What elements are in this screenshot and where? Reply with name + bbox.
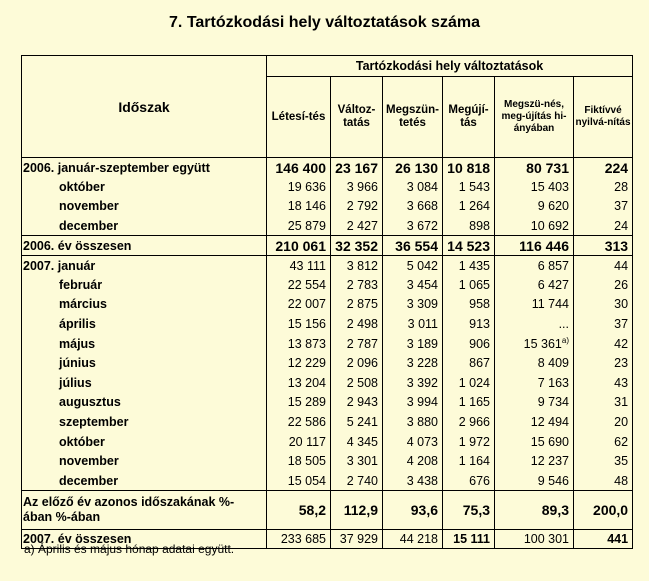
cell-value: 23 167	[331, 158, 383, 178]
period-header: Időszak	[22, 56, 267, 158]
table-row	[22, 255, 633, 275]
cell-value: 3 084	[383, 177, 443, 197]
cell-value: 5 241	[331, 412, 383, 432]
table-row	[22, 216, 633, 236]
row-label: 2006. év összesen	[22, 236, 267, 256]
cell-value: 15 156	[267, 314, 331, 334]
cell-value: 1 165	[443, 393, 495, 413]
cell-value: 898	[443, 216, 495, 236]
cell-value: 3 011	[383, 314, 443, 334]
row-label: augusztus	[22, 393, 267, 413]
cell-value: 2 508	[331, 373, 383, 393]
cell-value: 8 409	[495, 353, 574, 373]
table-row	[22, 295, 633, 315]
cell-value: 2 792	[331, 197, 383, 217]
row-label: március	[22, 295, 267, 315]
table-row	[22, 158, 633, 178]
cell-value: 1 024	[443, 373, 495, 393]
cell-value: 18 146	[267, 197, 331, 217]
cell-value: 867	[443, 353, 495, 373]
cell-value: 5 042	[383, 255, 443, 275]
cell-value: 4 345	[331, 432, 383, 452]
table-row	[22, 432, 633, 452]
cell-value: 3 392	[383, 373, 443, 393]
cell-value: 224	[574, 158, 633, 178]
cell-value: 1 065	[443, 275, 495, 295]
cell-value: 1 972	[443, 432, 495, 452]
row-label: 2006. január-szeptember együtt	[22, 158, 267, 178]
cell-value: 19 636	[267, 177, 331, 197]
cell-value: 80 731	[495, 158, 574, 178]
cell-value: 2 740	[331, 471, 383, 491]
cell-value: 48	[574, 471, 633, 491]
cell-value: 3 880	[383, 412, 443, 432]
cell-value: 441	[574, 530, 633, 549]
cell-value: 12 494	[495, 412, 574, 432]
cell-value: 2 783	[331, 275, 383, 295]
cell-value: 3 966	[331, 177, 383, 197]
row-label: december	[22, 216, 267, 236]
cell-value: 13 873	[267, 334, 331, 354]
group-header: Tartózkodási hely változtatások	[267, 56, 633, 77]
cell-value: 313	[574, 236, 633, 256]
table-row	[22, 373, 633, 393]
cell-value: 30	[574, 295, 633, 315]
cell-value: 100 301	[495, 530, 574, 549]
cell-value: 11 744	[495, 295, 574, 315]
row-label: július	[22, 373, 267, 393]
cell-value: 3 301	[331, 451, 383, 471]
cell-value: 32 352	[331, 236, 383, 256]
cell-value: 20 117	[267, 432, 331, 452]
cell-value: 10 818	[443, 158, 495, 178]
col-header-valtoztatas: Változ-tatás	[331, 77, 383, 158]
cell-number: 15 361	[523, 337, 562, 352]
cell-value: 44	[574, 255, 633, 275]
cell-value: 23	[574, 353, 633, 373]
cell-value: 93,6	[383, 491, 443, 530]
cell-value: 22 586	[267, 412, 331, 432]
cell-value: 37 929	[331, 530, 383, 549]
data-table	[21, 55, 633, 549]
row-label: november	[22, 197, 267, 217]
table-row	[22, 412, 633, 432]
cell-value: 44 218	[383, 530, 443, 549]
cell-value: 4 073	[383, 432, 443, 452]
cell-value: 3 672	[383, 216, 443, 236]
cell-value: 14 523	[443, 236, 495, 256]
cell-value: 22 007	[267, 295, 331, 315]
cell-value: 43 111	[267, 255, 331, 275]
cell-value: 43	[574, 373, 633, 393]
cell-value: 233 685	[267, 530, 331, 549]
table-row	[22, 314, 633, 334]
cell-value: 35	[574, 451, 633, 471]
cell-value: 112,9	[331, 491, 383, 530]
cell-value: 3 812	[331, 255, 383, 275]
row-label: június	[22, 353, 267, 373]
cell-value: 958	[443, 295, 495, 315]
row-label: október	[22, 177, 267, 197]
cell-value: 13 204	[267, 373, 331, 393]
table-row	[22, 236, 633, 256]
cell-value: 4 208	[383, 451, 443, 471]
cell-value: 62	[574, 432, 633, 452]
cell-value: 1 435	[443, 255, 495, 275]
cell-value: 3 668	[383, 197, 443, 217]
table-row	[22, 197, 633, 217]
table-row	[22, 393, 633, 413]
cell-value: 2 096	[331, 353, 383, 373]
cell-value: 89,3	[495, 491, 574, 530]
table-row	[22, 334, 633, 354]
row-label: 2007. év összesen	[22, 530, 267, 549]
cell-value: 15 690	[495, 432, 574, 452]
cell-value	[495, 334, 574, 354]
table-row	[22, 177, 633, 197]
cell-value: 26 130	[383, 158, 443, 178]
comparison-label	[22, 491, 267, 530]
cell-value: 37	[574, 314, 633, 334]
cell-value: 37	[574, 197, 633, 217]
table-title: 7. Tartózkodási hely változtatások száma	[169, 14, 480, 31]
cell-value: 12 229	[267, 353, 331, 373]
cell-value: 15 111	[443, 530, 495, 549]
cell-value: 3 438	[383, 471, 443, 491]
cell-value: 36 554	[383, 236, 443, 256]
cell-value: 2 875	[331, 295, 383, 315]
col-header-megszuntetes: Megszün-tetés	[383, 77, 443, 158]
cell-value: 3 189	[383, 334, 443, 354]
comparison-label-line1: Az előző év azonos időszakának %-	[23, 495, 235, 510]
cell-value: 6 857	[495, 255, 574, 275]
cell-value: 906	[443, 334, 495, 354]
table-row	[22, 471, 633, 491]
cell-value: 2 966	[443, 412, 495, 432]
row-label: április	[22, 314, 267, 334]
comparison-row	[22, 491, 633, 530]
cell-value: 913	[443, 314, 495, 334]
cell-value: 9 546	[495, 471, 574, 491]
col-header-letesites: Létesí-tés	[267, 77, 331, 158]
row-label: 2007. január	[22, 255, 267, 275]
table-row	[22, 451, 633, 471]
col-header-megujitas: Megújí-tás	[443, 77, 495, 158]
cell-value: 1 264	[443, 197, 495, 217]
cell-value: 116 446	[495, 236, 574, 256]
row-label: december	[22, 471, 267, 491]
cell-value: 9 734	[495, 393, 574, 413]
cell-value: 31	[574, 393, 633, 413]
row-label: május	[22, 334, 267, 354]
cell-value: 18 505	[267, 451, 331, 471]
cell-value: 42	[574, 334, 633, 354]
cell-value: 15 054	[267, 471, 331, 491]
cell-value: 2 787	[331, 334, 383, 354]
cell-value: 22 554	[267, 275, 331, 295]
cell-value: 2 498	[331, 314, 383, 334]
cell-value: 6 427	[495, 275, 574, 295]
col-header-fiktivve: Fiktívvé nyilvá-nítás	[574, 77, 633, 158]
footnote: a) Április és május hónap adatai együtt.	[24, 542, 235, 556]
cell-value: 3 994	[383, 393, 443, 413]
row-label: február	[22, 275, 267, 295]
cell-value: 28	[574, 177, 633, 197]
cell-value: 1 543	[443, 177, 495, 197]
table-row	[22, 275, 633, 295]
cell-value: 676	[443, 471, 495, 491]
cell-value: 24	[574, 216, 633, 236]
row-label: november	[22, 451, 267, 471]
cell-value: 58,2	[267, 491, 331, 530]
cell-value: 75,3	[443, 491, 495, 530]
cell-value: 3 309	[383, 295, 443, 315]
comparison-label-line2: ában %-ában	[23, 510, 101, 525]
cell-value: 25 879	[267, 216, 331, 236]
cell-value: 3 454	[383, 275, 443, 295]
cell-value: 15 289	[267, 393, 331, 413]
cell-value: 12 237	[495, 451, 574, 471]
cell-value: ...	[495, 314, 574, 334]
cell-value: 3 228	[383, 353, 443, 373]
cell-value: 2 427	[331, 216, 383, 236]
table-row	[22, 353, 633, 373]
cell-value: 20	[574, 412, 633, 432]
cell-value: 146 400	[267, 158, 331, 178]
cell-value: 210 061	[267, 236, 331, 256]
footnote-mark: a)	[561, 336, 569, 346]
cell-value: 200,0	[574, 491, 633, 530]
cell-value: 1 164	[443, 451, 495, 471]
cell-value: 15 403	[495, 177, 574, 197]
cell-value: 26	[574, 275, 633, 295]
cell-value: 10 692	[495, 216, 574, 236]
cell-value: 2 943	[331, 393, 383, 413]
cell-value: 7 163	[495, 373, 574, 393]
row-label: október	[22, 432, 267, 452]
cell-value: 9 620	[495, 197, 574, 217]
col-header-megszunes: Megszü-nés, meg-újítás hi-ányában	[495, 77, 574, 158]
row-label: szeptember	[22, 412, 267, 432]
